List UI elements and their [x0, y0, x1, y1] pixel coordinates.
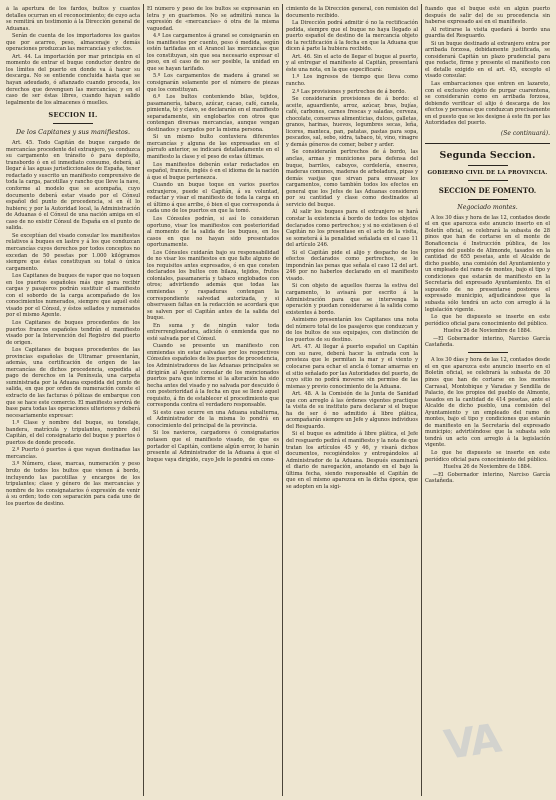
paragraph: Al retirarse la visita quedará á bordo una guardia del Resguardo.	[425, 26, 550, 40]
paragraph: cimiento de la Dirección general, con remisión del documento recibido.	[286, 6, 418, 19]
paragraph: Asimismo presentarán los Capitanes una nota del número total de los pasajeros que conduzcan y de los bultos de sus equipajes, con distinción de los puertos de su destino.	[286, 317, 418, 343]
signature-name: —El Gobernador interino, Narciso García Castañeda.	[425, 335, 550, 348]
divider	[468, 165, 508, 166]
paragraph: En suma y de ningún valor toda entrerrenglonadura, adición ó enmienda que no esté salvada por el Cónsul.	[147, 322, 279, 342]
paragraph: Cuando un buque toque en varios puertos extranjeros, puede el Capitán, á su voluntad, redactar y visar el manifiesto de toda la carga en el último á que arribe, ó bien el que corresponda á cada uno de los puertos en que la tomó.	[147, 182, 279, 215]
department-heading: SECCION DE FOMENTO.	[438, 185, 537, 195]
paragraph: El número y peso de los bultos se expresarán en letra y en guarismos. No se admitirá nunca la expresión de «mercancías» ó otra de la misma vaguedad.	[147, 6, 279, 32]
column-2	[147, 6, 279, 794]
signature-date: Huelva 26 de Noviembre de 1884.	[443, 328, 532, 335]
paragraph: Cuando se presente un manifiesto con enmiendas sin estar salvadas por los respectivos Cónsules españoles de los puertos de procedencia, los Administradores de las Aduanas principales se dirigirán al Agente consular de los mencionados puertos para que informe si la alteración ha sido hecha antes del visado y no salvada por descuido ó con posterioridad á la fecha en que se llenó aquel requisito, á fin de establecer el procedimiento que corresponda contra el verdadero responsable.	[147, 343, 279, 409]
paragraph: 5.º Los cargamentos de madera á granel se consignarán solamente por el número de piezas que los constituyan.	[147, 73, 279, 93]
paragraph: Si un mismo bulto contuviera diferentes mercancías y alguna de las expresadas en el párrafo anterior, se indicará detalladamente en el manifiesto la clase y el peso de estas últimas.	[147, 134, 279, 161]
paragraph: A los 30 días y hora de las 12, contados desde el en que aparezca este anuncio inserto en el Boletín oficial, se celebrará la subasta de 30 pinos que han de cortarse en los montes Carrasal, Montobique y Varadas y Sendilla de Palacio, de los propios del pueblo de Almonte, tasados en la cantidad de 414 pesetas, ante el Alcalde de dicho pueblo, una comisión del Ayuntamiento y un empleado del ramo de montes, bajo el tipo y condiciones que estarán de manifiesto en la Secretaría del expresado municipio; advirtiéndose que la subasta solo tendrá un acto con arreglo á la legislación vigente.	[425, 357, 550, 449]
column-1	[6, 6, 140, 794]
paragraph: 4.º Los cargamentos á granel se consignarán en los manifiestos por cuento, peso ó medida, según estén tarifadas en el Arancel las mercancías que los constituyan, sin que sea necesario expresar el peso, en el caso de no ser posible, la unidad en que se hayan tarifado.	[147, 33, 279, 72]
paragraph: Art. 45. Todo Capitán de buque cargado de mercancías procedente del extranjero, ya conduzca su cargamento en tránsito ó para depósito, transbordo ó en el inmediato consumo, deberá, al llegar á las aguas jurisdiccionales de España, tener redactado y suscrito un manifiesto comprensivo de toda la carga, pacotillas y rancho que lleve la nave, conforme al modelo que se acompaña, cuyo documento deberá estar visado por el Cónsul español del punto de procedencia, si en él lo hubiere; y por la Autoridad local, la Administración de Aduanas ó el Cónsul de una nación amiga en el caso de no existir Cónsul de España en el punto de salida.	[6, 140, 140, 232]
paragraph: Art. 47. Al llegar á puerto español un Capitán con su nave, deberá hacer la entrada con la presteza que le permitan la mar y el viento y colocarse para echar el ancla ó tomar amarras en el sitio señalado por las Autoridades del puerto, de cuyo sitio no podrá moverse sin permiso de las mismas y previo conocimiento de la Aduana.	[286, 344, 418, 390]
paragraph: Si el buque es admitido á libre plática, el Jefe del resguardo pedirá el manifiesto y la nota de que tratan los artículos 45 y 46, y visará dichos documentos, recogiéndolos y entregándolos al Administrador de la Aduana. Después examinará el diario de navegación, anotando en el bajo la última fecha, siendo responsable el Capitán de que en el mismo aparezca en la dicha época, que se adopten en la sigi-	[286, 431, 418, 490]
column-3	[286, 6, 418, 794]
paragraph: 2.º Las provisiones y pertrechos de á bordo.	[292, 88, 406, 95]
paragraph: Art. 44. La importación por mar principia en el momento de entrar el buque conductor dentro de los límites del puerto en donde va á hacer su descarga. No se entiende concluida hasta que se hayan adeudado, ó afianzado cuando proceda, los derechos que devenguen las mercancías; y en el caso de ser éstas libres, cuando hayan salido legalmente de los almacenes ó muelles.	[6, 53, 140, 106]
column-rule	[143, 4, 144, 796]
paragraph: 1.º Clase y nombre del buque, su tonelaje, bandera, matrícula y tripulantes, nombre del Capitán, el del consignatario del buque y puertos ó puertos de donde procede.	[6, 420, 140, 446]
paragraph: 1.º Los ingresos de tiempo que lleva como rancho.	[286, 74, 418, 88]
paragraph: Los Capitanes de buques procedentes de las provincias españolas de Ultramar presentarán, además, una certificación de origen de las mercancías de dichos procedencia, expedida al pago de derechos en la Península, una carpeta suministrada por la Aduana expedida del punto de salida, en que por orden de numeración conste el extracto de las facturas ó pólizas de embarque con que se hace este comercio. El manifiesto servirá de base para todas las operaciones ulteriores y deberá necesariamente expresar:	[6, 347, 140, 419]
paragraph: Al salir los buques para el extranjero se hará constar la existencia á bordo de todos los objetos declarados como pertrechos; y si no existiesen ó el Capitán no los presentase en el acto de la visita, se someterá á la penalidad señalada en el caso 11 del artículo 246.	[286, 209, 418, 249]
paragraph: La Dirección podrá admitir ó no la rectificación pedida, siempre que el buque no haya llegado al puerto español de destino de la mercancía objeto de la rectificación á la fecha en que la Aduana que dicen á parte la hubiera recibido.	[286, 20, 418, 53]
paragraph: Si el Capitán pide el alijo y despacho de los efectos declarados como pertrechos, se le impondrán las penas que señala el caso 12 del art. 246 por no haberlos declarado en el manifiesto visado.	[286, 249, 418, 282]
column-rule	[421, 4, 422, 796]
paragraph: Los manifiestos deberán estar redactados en español, francés, inglés ó en el idioma de la nación á que el buque pertenezca.	[147, 161, 279, 181]
section-subtitle: De los Capitanes y sus manifiestos.	[16, 128, 130, 137]
paragraph: Lo que he dispuesto se inserte en este periódico oficial para conocimiento del público.	[425, 314, 550, 327]
paragraph: Se considerarán pertrechos de á bordo, las anclas, armas y municiones para defensa del buque, barriles, cabuyos, cordelería, enseres, maderas comunes, maderas de arboladura, pipas y demás vasijas que sirvan para envasar los cargamentos, como también todos los efectos en general que los Jefes de las Aduanas consideren por su cantidad y clase como destinados al servicio del buque.	[286, 149, 418, 208]
paragraph: Art. 46. Sin el acto de llegar el buque al puerto, y al entregar el manifiesto al Capitán, presentará éste una nota, en la que especificará:	[286, 53, 418, 73]
government-heading: GOBIERNO CIVIL DE LA PROVINCIA.	[427, 169, 548, 176]
paragraph: 3.º Número, clase, marcas, numeración y peso bruto de todos los bultos que vienen á bordo, incluyendo las pacotillas y encargos de los tripulantes; clase y género de las mercancías y nombre de los consignatarios ó expresión de venir á su orden; todo con separación para cada uno de los puertos de destino.	[6, 461, 140, 507]
paragraph: A los 30 días y hora de las 12, contados desde el en que aparezca este anuncio inserto en el Boletín oficial, se celebrará la subasta de 28 pinos que han de cortarse en el monte de Bonaficencia é Instrucción pública, de los propios del pueblo de Alimonde, tasados en la cantidad de 655 pesetas, ante el Alcalde de dicho pueblo, una comisión del Ayuntamiento y un empleado del ramo de montes, bajo el tipo y condiciones que estarán de manifiesto en la Secretaría del expresado Ayuntamiento. En el supuesto de no presentarse postores el expresado municipio, adjudicándose que la subasta sólo tendrá un acto con arreglo á la legislación vigente.	[425, 214, 550, 313]
paragraph: Las embarcaciones que entren en lazareto, con el exclusivo objeto de purgar cuarentena, se considerarán como en arribada forzosa, debiendo verificar el alijo ó descarga de los efectos y personas que conduzcan precisamente en el puesto que se les designe á este fin por las Autoridades del puerto.	[425, 81, 550, 127]
paragraph: á la apertura de los fardos, bultos y cuantos detalles ocurran en el reconocimiento; de cuyo acta se remitirá un testimonio á la Dirección general de Aduanas.	[6, 6, 140, 32]
continued-note: (Se continuará).	[500, 129, 550, 137]
paragraph: Si con objeto de aquellos fuerza la estiva del cargamento, lo avisará por escrito á la Administración para que se intervenga la operación y puedan considerarse á la salida como existentes á bordo.	[286, 283, 418, 316]
paragraph: fuando que el buque esté en algún puerto después de salir del de su procedencia sin haberse expresado así en el manifiesto.	[425, 6, 550, 26]
column-4	[425, 6, 550, 794]
signature-name: —El Gobernador interino, Narciso García Castañeda.	[425, 471, 550, 484]
paragraph: Se exceptúan del visado consular los manifiestos relativos á buques en lastre y á los que conduzcan mercancías cuyos derechos por todos conceptos no excedan de 50 pesetas por 1.000 kilógramos siempre que éstas constituyan su total ó única cargamento.	[6, 232, 140, 272]
paragraph: Los Capitanes de buques procedentes de los puertos francos españoles tendrán el manifiesto visado por la Intervención del Registro del puerto de origen.	[6, 319, 140, 346]
paragraph: Art. 48. A la Comisión de la Junta de Sanidad que con arreglo á las órdenes vigentes practique la visita de su instituto para declarar si el buque ha de ser ó no admitido á libre plática, acompañarán siempre un Jefe y algunos individuos del Resguardo.	[286, 391, 418, 430]
paragraph: Los Cónsules podrán, si así lo consideran oportuno, visar los manifiestos con posterioridad al momento de la salida de los buques, en los casos en que no hayan sido presentados oportunamente.	[147, 215, 279, 249]
paragraph: Si un buque destinado al extranjero entra por arribada forzosa, debidamente justificada, se considerará Capitán un plazo prudencial para que redacte, firme y presente el manifiesto con el detalle exigido en el art. 45, excepto el visado consular.	[425, 40, 550, 80]
paragraph: 2.º Puerto ó puertos á que vayan destinadas las mercancías.	[6, 447, 140, 460]
office-heading: Negociado montes.	[457, 203, 518, 211]
column-rule	[282, 4, 283, 796]
paragraph: Si los navieros, cargadores ó consignatarios notasen que el manifiesto visado, de que es portador el Capitán, contiene algún error, lo harán presente al Administrador de la Aduana á que el buque vaya dirigido, cuyo Jefe lo pondrá en cono-	[147, 430, 279, 463]
divider	[425, 143, 550, 144]
paragraph: Si esto caso ocurre en una Aduana subalterna, el Administrador de la misma lo pondrá en conocimiento del principal de la provincia.	[147, 409, 279, 429]
paragraph: Se considerarán provisiones de á bordo: el aceite, aguardiente, arroz, azúcar, bras, bujías, café, carbones, carnes frescas y saladas, cerveza, chocolate, conservas alimenticias, dulces, galletas, granos, harinas, huevos, legumbres secas, leña, licores, manteca, pan, patatas, pastas para sopa, pescados, sal, sebo, sidra, tabaco, té, vino, vinagre y demás géneros de comer, beber y arder.	[286, 96, 418, 148]
paragraph: Lo que he dispuesto se inserte en este periódico oficial para conocimiento del público.	[425, 450, 550, 463]
paragraph: Serán de cuenta de los importadores los gastos que por acarreo, peso, almacenaje y demás operaciones produzcan las mercancías y efectos.	[6, 33, 140, 53]
paragraph: 6.º Los bultos conteniendo bilas, tejidos, pasamanería, tabaco, azúcar, cacao, café, canela, pimienta, té y clavo, se declararán en el manifiesto separadamente, sin englobarlos con otros que contengan diversas mercancías, aunque vengan destinados y cargados por la misma persona.	[147, 94, 279, 133]
section-title: SECCION II.	[48, 111, 98, 120]
signature-date: Huelva 26 de Noviembre de 1884.	[443, 464, 532, 471]
divider	[53, 123, 93, 124]
paragraph: Los Capitanes de buques de vapor que no toquen en los puertos españoles más que para recibir cargas y pasajeros podrán sustituir el manifiesto con el sobordo de la carga acompañado de los conocimientos numerados, siempre que aquél esté visado por el Cónsul, y éstos sellados y numerados por el mismo Agente.	[6, 273, 140, 319]
library-stamp-watermark: VA	[441, 715, 503, 769]
paragraph: Los Cónsules cuidarán bajo su responsabilidad de no visar los manifiestos en que falte alguno de los requisitos antes expresados, ó en que consten declarados los bultos con bilaza, tejidos, frutos coloniales, pasamanería y tabaco englobados con otros; advirtiendo además que todas las enmiendas y raspaduras contengan la correspondiente salvedad autorizada, y si observasen faltas en la redacción se acordará que se salven por el Capitán antes de la salida del buque.	[147, 249, 279, 322]
section-heading: Segunda Seccion.	[439, 149, 536, 161]
divider	[468, 180, 508, 181]
divider	[468, 199, 508, 200]
divider	[468, 352, 508, 353]
